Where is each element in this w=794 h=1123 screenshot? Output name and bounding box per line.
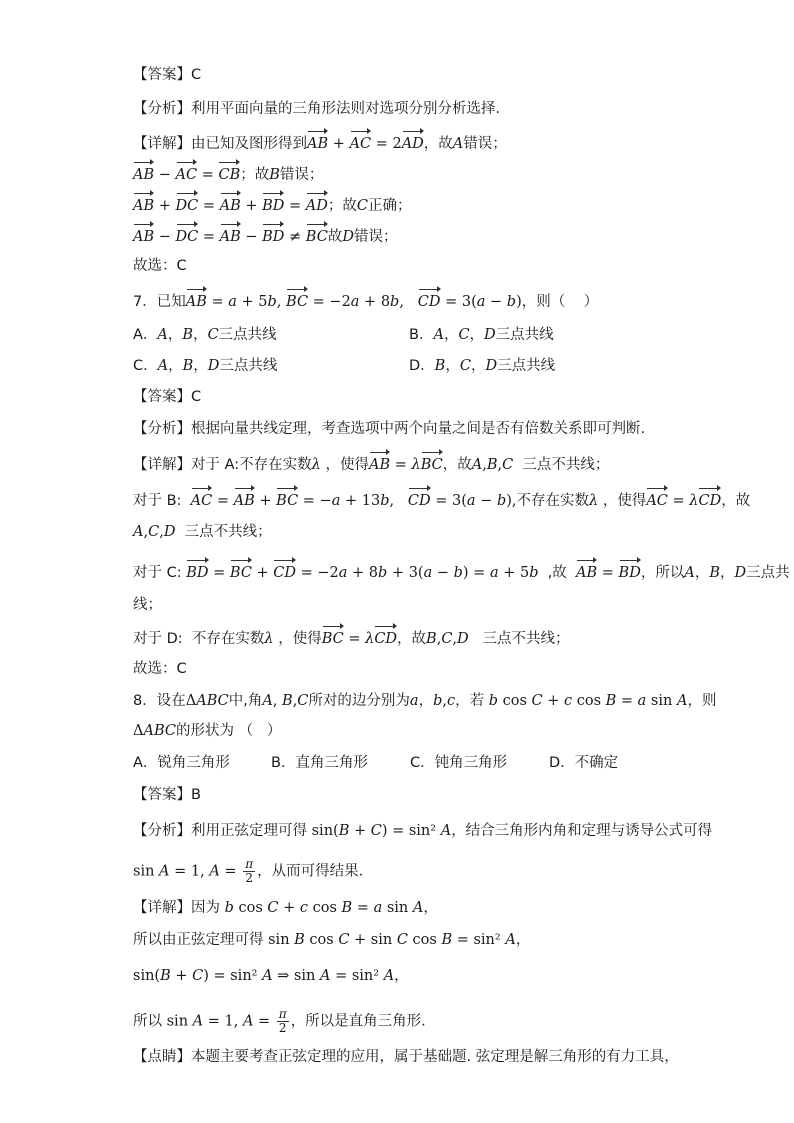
question-8: 8．设在ΔABC中,角A, B,C所对的边分别为a，b,c，若 b cos C + c cos B = a sin A，则 (133, 693, 717, 709)
detail-q6-line3: AB + DC = AB + BD = AD；故C正确； (133, 191, 412, 217)
analysis-q6: 【分析】利用平面向量的三角形法则对选项分别分析选择． (133, 101, 510, 117)
question-7: 7．已知AB = a + 5b, BC = −2a + 8b, CD = 3(a − b)，则（ ） (133, 287, 598, 313)
detail-q7-d: 对于 D: 不存在实数λ ，使得BC = λCD，故B,C,D 三点不共线； (133, 624, 570, 650)
q8-option-a: A．锐角三角形 (133, 755, 230, 771)
fraction-pi-over-2-b: $\frac{\pi}{2}$ (278, 1007, 287, 1035)
detail-q7-b2: A,C,D 三点不共线； (133, 524, 272, 540)
q7-option-d: D．B，C，D三点共线 (409, 358, 556, 374)
fraction-pi-over-2: $\frac{\pi}{2}$ (245, 857, 254, 885)
detail-q8-line1: 【详解】因为 b cos C + c cos B = a sin A， (133, 900, 438, 916)
analysis-q7: 【分析】根据向量共线定理，考查选项中两个向量之间是否有倍数关系即可判断. (133, 421, 646, 437)
q8-option-b: B．直角三角形 (271, 755, 368, 771)
detail-q6-line2: AB − AC = CB；故B错误； (133, 160, 323, 186)
answer-label-q8: 【答案】B (133, 787, 201, 803)
detail-q6-line1: 【详解】由已知及图形得到AB + AC = 2AD，故A错误； (133, 129, 507, 155)
q7-option-b: B．A，C，D三点共线 (409, 327, 554, 343)
q8-option-c: C．钝角三角形 (410, 755, 508, 771)
detail-q7-b: 对于 B: AC = AB + BC = −a + 13b, CD = 3(a − b),不存在实数λ ，使得AC = λCD，故 (133, 486, 750, 512)
q7-option-c: C．A，B，D三点共线 (133, 358, 278, 374)
q7-option-a: A．A，B，C三点共线 (133, 327, 277, 343)
detail-q8-line4: 所以 sin A = 1, A = $\frac{\pi}{2}$ ，所以是直角三角形. (133, 1007, 426, 1035)
answer-label-q6: 【答案】C (133, 67, 202, 83)
remark-q8: 【点睛】本题主要考查正弦定理的应用，属于基础题. 弦定理是解三角形的有力工具， (133, 1049, 679, 1065)
analysis-q8-line2: sin A = 1, A = $\frac{\pi}{2}$ ，从而可得结果. (133, 857, 364, 885)
answer-label-q7: 【答案】C (133, 389, 202, 405)
detail-q6-line4: AB − DC = AB − BD ≠ BC故D错误； (133, 222, 397, 248)
detail-q8-line2: 所以由正弦定理可得 sin B cos C + sin C cos B = sin² A， (133, 932, 531, 948)
detail-q7-a: 【详解】对于 A:不存在实数λ ，使得AB = λBC，故A,B,C 三点不共线； (133, 450, 609, 476)
detail-q8-line3: sin(B + C) = sin² A ⇒ sin A = sin² A， (133, 968, 409, 984)
q8-option-d: D．不确定 (549, 755, 619, 771)
choice-q6: 故选：C (133, 258, 187, 274)
detail-q7-c2: 线； (133, 597, 162, 613)
question-8-line2: ΔABC的形状为 （ ） (133, 723, 282, 739)
analysis-q8-line1: 【分析】利用正弦定理可得 sin(B + C) = sin² A，结合三角形内角和定理与诱导公式可得 (133, 823, 713, 839)
detail-q7-c: 对于 C: BD = BC + CD = −2a + 8b + 3(a − b) = a + 5b ,故 AB = BD，所以A，B，D三点共 (133, 558, 790, 584)
choice-q7: 故选：C (133, 661, 187, 677)
